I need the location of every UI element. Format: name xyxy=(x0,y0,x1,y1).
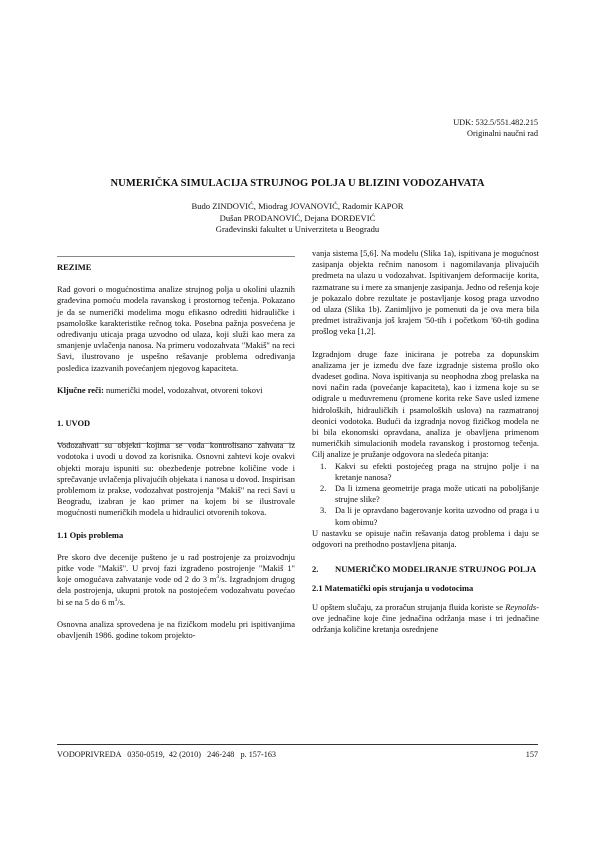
affiliation: Građevinski fakultet u Univerziteta u Beogradu xyxy=(215,224,380,234)
list-number: 3. xyxy=(320,505,327,516)
list-item xyxy=(312,483,539,505)
uvod-heading-wrap xyxy=(57,418,295,429)
superscript-3: 3 xyxy=(216,574,220,581)
list-item xyxy=(312,505,539,527)
list-text: Kakvi su efekti postojećeg praga na strujno polje i na kretanje nanosa? xyxy=(335,460,539,482)
paper-title: NUMERIČKA SIMULACIJA STRUJNOG POLJA U BLIZINI VODOZAHVATA xyxy=(110,178,485,189)
keywords-text: numerički model, vodozahvat, otvoreni tokovi xyxy=(103,384,263,395)
question-list xyxy=(312,461,539,528)
left-separator xyxy=(57,256,295,257)
opis-heading-wrap xyxy=(57,530,295,541)
right-paragraph-1: vanja sistema [5,6]. Na modelu (Slika 1a), ispitivana je mogućnost zasipanja objekta rečnim nanosom i nagomilavanja plivajućih predmeta na ulazu u vodozahvat. Ispitivanjem deformacije korita, razmatrane su i mere za smanjenje zasipanja. Jedno od rešenja koje je pokazalo dobre rezultate je postavljanje kosog praga uzvodno od ulaza (Slika 1b). Zanimljivo je pomenuti da je ova mera bila predmet istraživanja još krajem '50-tih i početkom '60-tih godina prošlog veka [1,2]. xyxy=(312,248,540,337)
udk-block xyxy=(453,117,538,139)
right-paragraph-2: Izgradnjom druge faze inicirana je potreba za dopunskim analizama jer je između dve faze izgradnje sistema prošlo oko dvadeset godina. Nova ispitivanja su neophodna zbog prelaska na novi način rada (povećanje kapaciteta), kao i izmena koje su se odigrale u međuvremenu (promene korita reke Save usled izmene hidroloških, hidrauličkih i psamoloških uslova) na razmatranoj deonici vodotoka. Budući da izgradnja novog fizičkog modela ne bi bila ekonomski opravdana, analiza je obavljena primenom numeričkih simulacionih modela ravanskog i prostornog tečenja. Cilj analize je pružanje odgovora na sledeća pitanja: xyxy=(312,348,539,460)
keywords-label: Ključne reči: xyxy=(57,384,104,395)
right-paragraph-3: U nastavku se opisuje način rešavanja datog problema i daju se odgovori na prethodno postavljena pitanja. xyxy=(312,527,539,550)
p4-part-a: U opštem slučaju, za proračun strujanja fluida koriste se xyxy=(312,601,506,612)
list-text: Da li je opravdano bagerovanje korita uzvodno od praga i u kom obimu? xyxy=(335,505,539,527)
authors-line-1: Budo ZINDOVIĆ, Miodrag JOVANOVIĆ, Radomir KAPOR xyxy=(191,201,404,211)
list-text: Da li izmena geometrije praga može uticati na poboljšanje strujne slike? xyxy=(335,483,539,505)
journal-citation: VODOPRIVREDA 0350-0519, 42 (2010) 246-248 p. 157-163 xyxy=(57,750,277,759)
footer-separator xyxy=(57,744,538,745)
uvod-heading: 1. UVOD xyxy=(57,418,91,429)
opis-heading: 1.1 Opis problema xyxy=(57,529,124,540)
superscript-3: 3 xyxy=(114,596,118,603)
section-2-number: 2. xyxy=(312,564,319,575)
p4-part-b: -ove jednačine koje čine jednačina održanja mase i tri jednačine održanja količine kretanja osrednjene xyxy=(312,601,539,635)
keywords xyxy=(57,385,295,396)
right-paragraph-4 xyxy=(312,602,539,636)
opis-paragraph-2: Osnovna analiza sprovedena je na fizičkom modelu pri ispitivanjima obavljenih 1986. godine tokom projekto- xyxy=(57,618,295,641)
authors-block xyxy=(0,201,595,236)
list-item xyxy=(312,461,539,483)
p4-italic: Reynolds xyxy=(505,601,537,612)
list-number: 2. xyxy=(320,483,327,494)
rezime-text: Rad govori o mogućnostima analize strujnog polja u okolini ulaznih građevina pomoću modela ravanskog i prostornog tečenja. Pokazano je da se numerički modelima mogu efikasno odrediti hidrauličke i psamološke karakteristike rečnog toka. Posebna pažnja posvećena je određivanju uticaja praga uzvodno od ulaza, koji služi kao mera za smanjenje uvlačenja nanosa. Na primeru vodozahvata "Makiš" na reci Savi, ilustrovano je uspešno rešavanje problema određivanja posledica izazvanih povećanjem njegovog kapaciteta. xyxy=(57,284,295,373)
page-number: 157 xyxy=(525,750,538,759)
list-number: 1. xyxy=(320,460,327,471)
paper-type: Originalni naučni rad xyxy=(467,129,538,138)
opis-text xyxy=(57,552,295,608)
opis-text-part-3: /s. xyxy=(117,596,126,607)
subsection-2-1-heading: 2.1 Matematički opis strujanja u vodotocima xyxy=(312,583,474,594)
uvod-text: Vodozahvati su objekti kojima se voda kontrolisano zahvata iz vodotoka i uvodi u dovod za korisnika. Osnovni zahtevi koje ovakvi objekti moraju ispuniti su: obezbeđenje potrebne količine vode i sprečavanje uvlačenja plivajućih objekata i nanosa u dovod. Inspirisan problemom iz prakse, vodozahvat postrojenja "Makiš" na reci Savi u Beogradu, izabran je kao primer na kojem bi se ilustrovale mogućnosti numeričkih modela u hidraulici otvorenih tokova. xyxy=(57,440,295,518)
rezime-heading: REZIME xyxy=(57,262,92,272)
subsection-heading-wrap xyxy=(312,583,539,594)
section-2-heading xyxy=(312,564,539,575)
footer xyxy=(57,750,538,759)
udk-code: UDK: 532.5/551.482.215 xyxy=(453,118,538,127)
authors-line-2: Dušan PRODANOVIĆ, Dejana ĐORĐEVIĆ xyxy=(219,212,376,223)
section-2-title: NUMERIČKO MODELIRANJE STRUJNOG POLJA xyxy=(335,564,537,575)
opis-text-part-1: Pre skoro dve decenije pušteno je u rad postrojenje za proizvodnju pitke vode "Makiš". U prvoj fazi izgrađeno postrojenje "Makiš 1" koje omogućava zahvatanje vode od 2 do 3 m xyxy=(57,551,295,585)
left-column xyxy=(57,262,295,641)
opis-text-part-2: /s. Izgradnjom drugog dela postrojenja, ukupni protok na postojećem vodozahvatu povećao bi se na 5 do 6 m xyxy=(57,574,295,607)
right-column xyxy=(312,248,539,635)
